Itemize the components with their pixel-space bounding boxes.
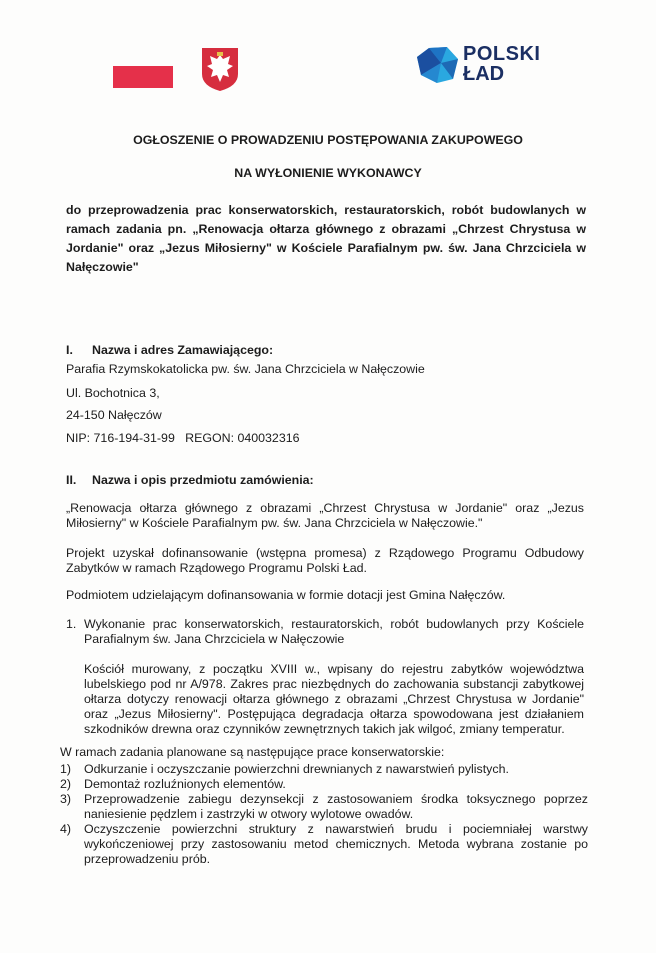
section-1-title: Nazwa i adres Zamawiającego: [92,343,274,357]
list-item [60,762,588,777]
logo-line-2: ŁAD [463,63,505,85]
item-1-description: Kościół murowany, z początku XVIII w., wpisany do rejestru zabytków województwa lubelskiego pod nr A/978. Zakres prac niezbędnych do zachowania substancji zabytkowej ołtarza dotyczy renowacji ołtarza głównego z obrazami „Chrzest Chrystusa w Jordanie" oraz „Jezus Miłosierny". Postępująca degradacja ołtarza spowodowana jest działaniem szkodników drewna oraz czynników zewnętrznych takich jak wilgoć, zmiany temperatur. [84,662,584,736]
works-list [60,762,588,867]
polski-lad-logo-text [463,44,543,84]
list-item-number: 2) [60,777,72,791]
list-item-number: 1) [60,762,72,776]
funding-paragraph: Projekt uzyskał dofinansowanie (wstępna promesa) z Rządowego Programu Odbudowy Zabytków w ramach Rządowego Programu Polski Ład. [66,546,584,575]
section-2-title: Nazwa i opis przedmiotu zamówienia: [92,473,314,487]
item-1-number: 1. [66,617,77,631]
project-name-paragraph: „Renowacja ołtarza głównego z obrazami „Chrzest Chrystusa w Jordanie" oraz „Jezus Miłosierny" w Kościele Parafialnym pw. św. Jana Chrzciciela w Nałęczowie." [66,501,584,530]
list-item [60,777,588,792]
list-item [60,792,588,822]
polish-flag-icon [113,66,173,88]
list-item-text: Odkurzanie i oczyszczanie powierzchni drewnianych z nawarstwień pylistych. [84,762,509,776]
section-1-heading [66,343,273,357]
list-item-text: Przeprowadzenie zabiegu dezynsekcji z zastosowaniem środka toksycznego poprzez naniesienie pędzlem i zastrzyki w otwory wylotowe owadów. [84,792,588,821]
polski-lad-logo-icon [415,45,460,85]
list-item-text: Oczyszczenie powierzchni struktury z nawarstwień brudu i pociemniałej warstwy wykończeniowej przy zastosowaniu metod chemicznych. Metoda wybrana zostanie po przeprowadzeniu prób. [84,822,588,866]
orderer-ids: NIP: 716-194-31-99 REGON: 040032316 [66,431,300,445]
list-item-text: Demontaż rozluźnionych elementów. [84,777,286,791]
item-1-text: Wykonanie prac konserwatorskich, restauratorskich, robót budowlanych przy Kościele Parafialnym św. Jana Chrzciciela w Nałęczowie [84,617,584,646]
document-title: OGŁOSZENIE O PROWADZENIU POSTĘPOWANIA ZAKUPOWEGO [133,133,523,147]
section-2-heading [66,473,314,487]
logo-line-1: POLSKI [463,43,541,65]
intro-paragraph: do przeprowadzenia prac konserwatorskich, restauratorskich, robót budowlanych w ramach zadania pn. „Renowacja ołtarza głównego z obrazami „Chrzest Chrystusa w Jordanie" oraz „Jezus Miłosierny" w Kościele Parafialnym pw. św. Jana Chrzciciela w Nałęczowie" [66,203,586,274]
polish-emblem-icon [200,46,240,92]
section-2-number: II. [66,473,77,487]
orderer-street: Ul. Bochotnica 3, [66,386,160,400]
section-1-number: I. [66,343,73,357]
orderer-city: 24-150 Nałęczów [66,408,162,422]
works-intro: W ramach zadania planowane są następujące prace konserwatorskie: [60,745,445,759]
document-subtitle: NA WYŁONIENIE WYKONAWCY [234,166,422,180]
grantor-paragraph: Podmiotem udzielającym dofinansowania w formie dotacji jest Gmina Nałęczów. [66,588,506,602]
list-item-number: 3) [60,792,72,806]
list-item [60,822,588,867]
list-item-number: 4) [60,822,72,836]
orderer-name: Parafia Rzymskokatolicka pw. św. Jana Chrzciciela w Nałęczowie [66,362,425,376]
